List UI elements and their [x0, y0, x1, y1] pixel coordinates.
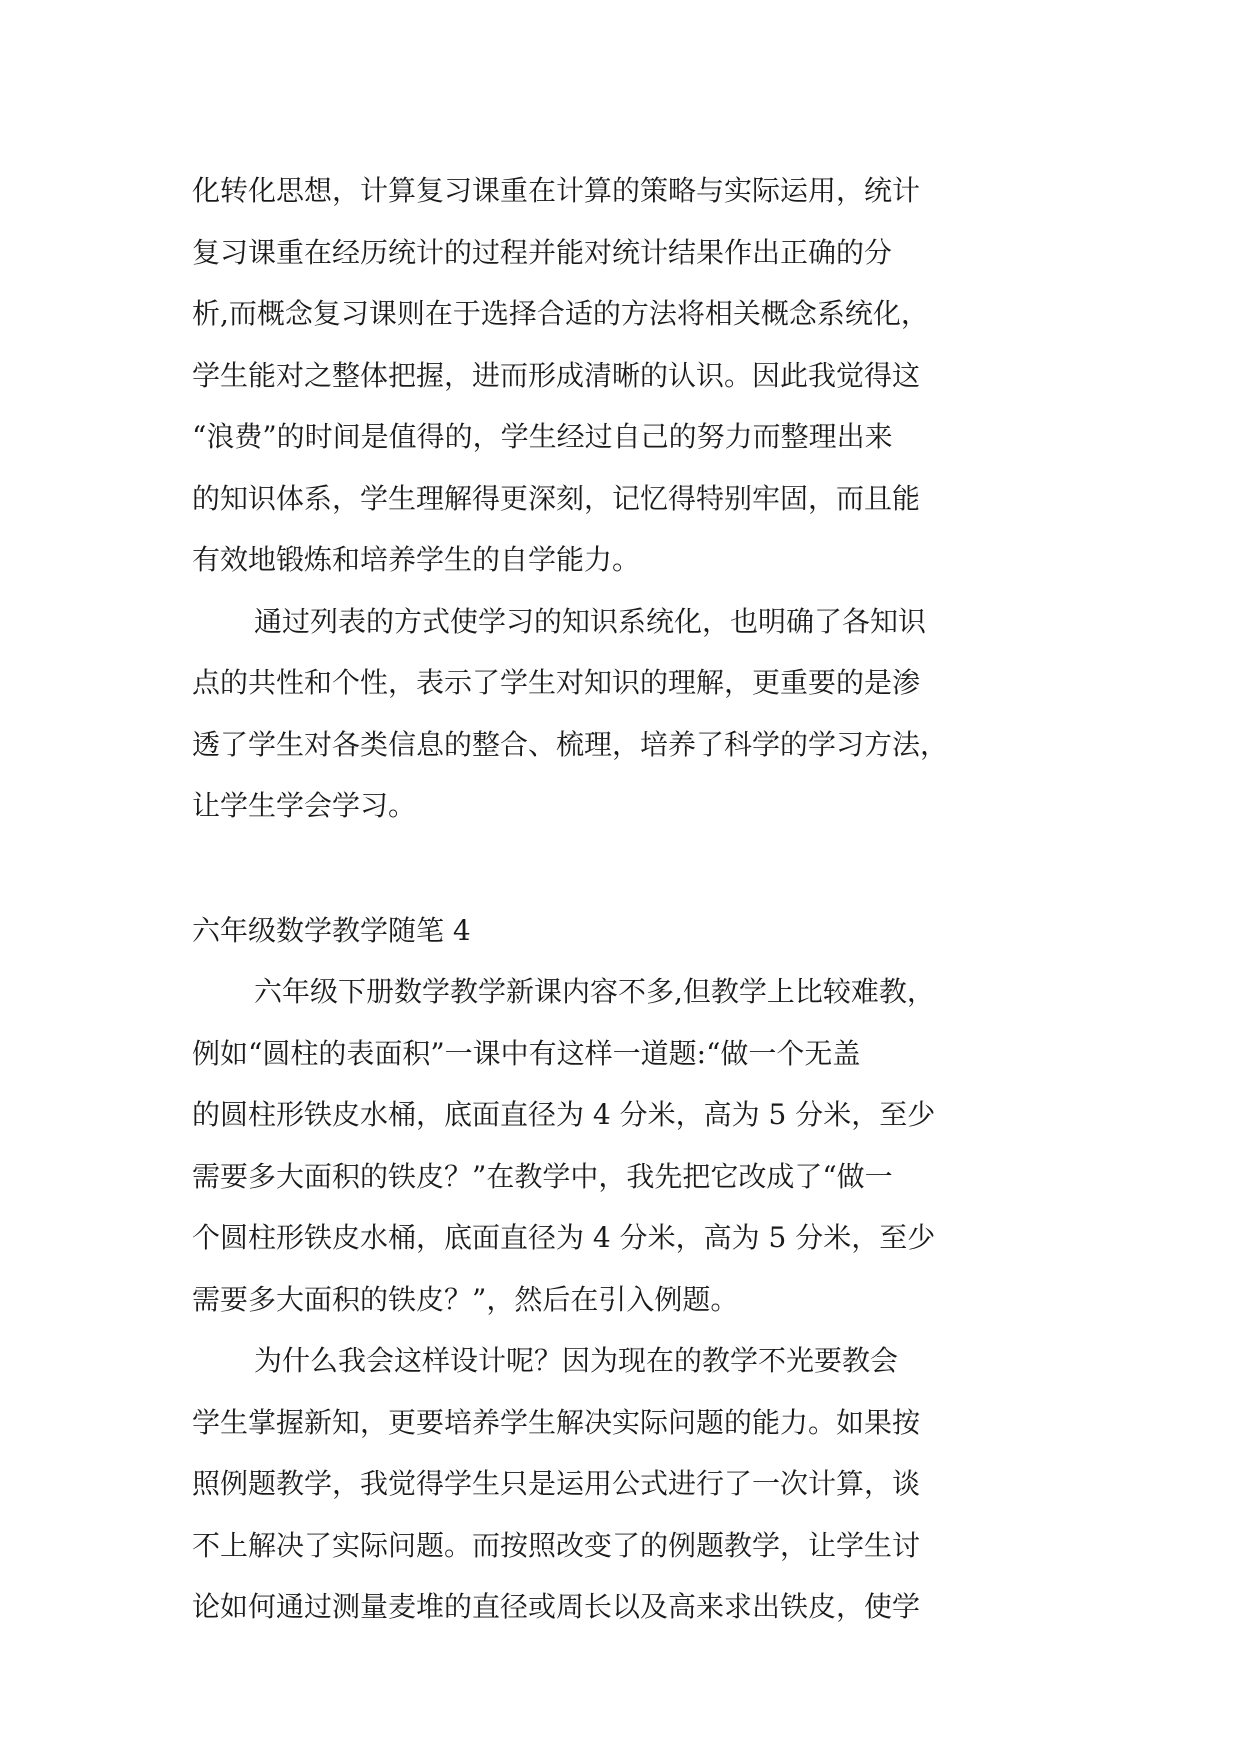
paragraph-4	[192, 1330, 1082, 1638]
text-line: 六年级下册数学教学新课内容不多,但教学上比较难教，	[254, 975, 935, 1008]
text-line: 透了学生对各类信息的整合、梳理，培养了科学的学习方法，	[192, 727, 949, 761]
text-line: 照例题教学，我觉得学生只是运用公式进行了一次计算，谈	[192, 1467, 921, 1500]
text-line: 化转化思想，计算复习课重在计算的策略与实际运用，统计	[192, 174, 921, 207]
text-line: 不上解决了实际问题。而按照改变了的例题教学，让学生讨	[192, 1528, 921, 1562]
paragraph-2	[192, 591, 1082, 837]
section-title: 六年级数学教学随笔 4	[192, 913, 471, 947]
text-line: “浪费”的时间是值得的，学生经过自己的努力而整理出来	[192, 420, 893, 453]
text-line: 的知识体系，学生理解得更深刻，记忆得特别牢固，而且能	[192, 481, 921, 515]
text-line: 通过列表的方式使学习的知识系统化，也明确了各知识	[254, 604, 927, 638]
text-line: 有效地锻炼和培养学生的自学能力。	[192, 543, 641, 576]
text-line: 为什么我会这样设计呢？因为现在的教学不光要教会	[254, 1344, 899, 1377]
paragraph-1	[192, 160, 1082, 591]
text-line: 的圆柱形铁皮水桶，底面直径为 4 分米，高为 5 分米，至少	[192, 1098, 936, 1131]
text-line: 学生能对之整体把握，进而形成清晰的认识。因此我觉得这	[192, 358, 921, 392]
paragraph-3	[192, 961, 1082, 1330]
text-line: 析,而概念复习课则在于选择合适的方法将相关概念系统化，	[192, 297, 929, 330]
text-line: 复习课重在经历统计的过程并能对统计结果作出正确的分	[192, 235, 893, 269]
text-line: 需要多大面积的铁皮？”，然后在引入例题。	[192, 1282, 739, 1316]
text-line: 学生掌握新知，更要培养学生解决实际问题的能力。如果按	[192, 1405, 921, 1439]
text-line: 论如何通过测量麦堆的直径或周长以及高来求出铁皮，使学	[192, 1590, 921, 1623]
text-line: 点的共性和个性，表示了学生对知识的理解，更重要的是渗	[192, 666, 921, 699]
text-line: 个圆柱形铁皮水桶，底面直径为 4 分米，高为 5 分米，至少	[192, 1221, 936, 1254]
document-body	[192, 160, 1082, 1638]
text-line: 例如“圆柱的表面积”一课中有这样一道题:“做一个无盖	[192, 1036, 861, 1070]
text-line: 需要多大面积的铁皮？”在教学中，我先把它改成了“做一	[192, 1159, 893, 1193]
text-line: 让学生学会学习。	[192, 789, 417, 822]
